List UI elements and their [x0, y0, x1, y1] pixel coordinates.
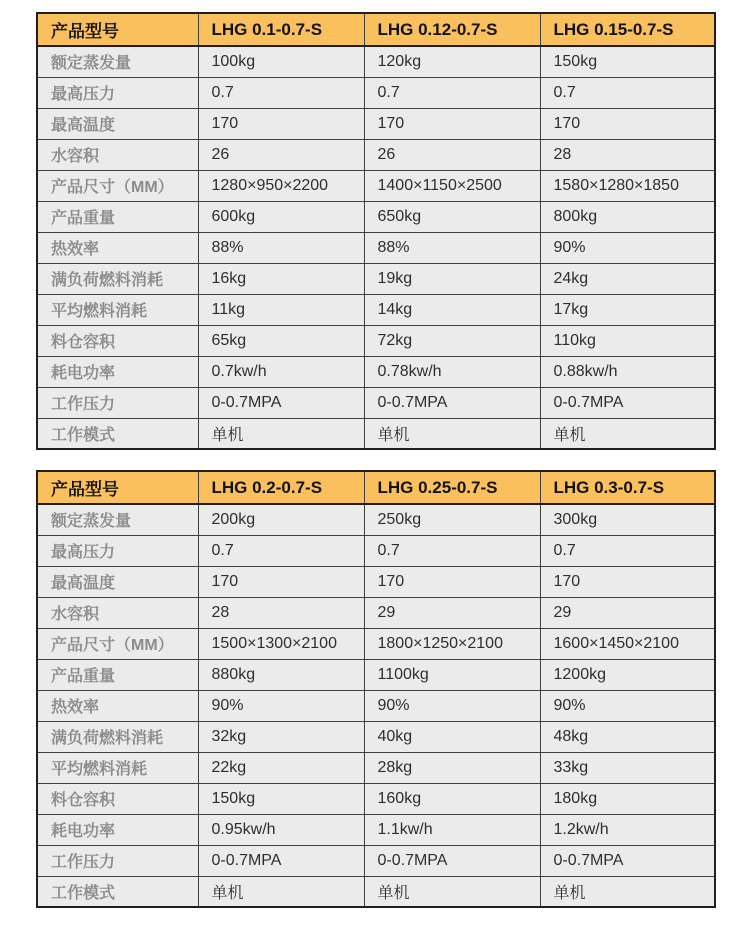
spec-value-cell: 0.7	[540, 535, 715, 566]
spec-label-cell: 耗电功率	[37, 356, 198, 387]
spec-value-cell: 170	[198, 108, 364, 139]
spec-label-cell: 产品重量	[37, 201, 198, 232]
spec-value-cell: 1580×1280×1850	[540, 170, 715, 201]
spec-value-cell: 600kg	[198, 201, 364, 232]
spec-value-cell: 28	[540, 139, 715, 170]
spec-value-cell: 19kg	[364, 263, 540, 294]
spec-label-cell: 料仓容积	[37, 325, 198, 356]
spec-value-cell: 1200kg	[540, 659, 715, 690]
table-row	[37, 535, 715, 566]
spec-value-cell: 16kg	[198, 263, 364, 294]
column-header-model: LHG 0.2-0.7-S	[198, 471, 364, 504]
spec-value-cell: 65kg	[198, 325, 364, 356]
spec-value-cell: 1.1kw/h	[364, 814, 540, 845]
spec-value-cell: 880kg	[198, 659, 364, 690]
spec-value-cell: 0.7	[364, 535, 540, 566]
spec-value-cell: 0.7	[198, 77, 364, 108]
spec-value-cell: 0.7	[364, 77, 540, 108]
table-row	[37, 690, 715, 721]
spec-value-cell: 0-0.7MPA	[540, 845, 715, 876]
spec-label-cell: 耗电功率	[37, 814, 198, 845]
spec-value-cell: 0-0.7MPA	[198, 845, 364, 876]
spec-value-cell: 200kg	[198, 504, 364, 535]
spec-value-cell: 150kg	[198, 783, 364, 814]
spec-value-cell: 14kg	[364, 294, 540, 325]
spec-value-cell: 0.7kw/h	[198, 356, 364, 387]
table-row	[37, 108, 715, 139]
spec-value-cell: 800kg	[540, 201, 715, 232]
spec-value-cell: 170	[364, 108, 540, 139]
spec-value-cell: 90%	[540, 690, 715, 721]
spec-value-cell: 32kg	[198, 721, 364, 752]
spec-value-cell: 72kg	[364, 325, 540, 356]
spec-label-cell: 热效率	[37, 690, 198, 721]
table-row	[37, 387, 715, 418]
spec-value-cell: 24kg	[540, 263, 715, 294]
spec-value-cell: 26	[364, 139, 540, 170]
spec-value-cell: 11kg	[198, 294, 364, 325]
spec-value-cell: 250kg	[364, 504, 540, 535]
spec-value-cell: 300kg	[540, 504, 715, 535]
spec-value-cell: 1.2kw/h	[540, 814, 715, 845]
spec-label-cell: 工作模式	[37, 418, 198, 449]
table-header-row	[37, 13, 715, 46]
table-row	[37, 845, 715, 876]
spec-value-cell: 0-0.7MPA	[540, 387, 715, 418]
table-row	[37, 752, 715, 783]
spec-label-cell: 额定蒸发量	[37, 504, 198, 535]
spec-label-cell: 工作压力	[37, 387, 198, 418]
table-row	[37, 659, 715, 690]
column-header-model: LHG 0.15-0.7-S	[540, 13, 715, 46]
spec-value-cell: 650kg	[364, 201, 540, 232]
table-row	[37, 77, 715, 108]
spec-value-cell: 1500×1300×2100	[198, 628, 364, 659]
spec-value-cell: 单机	[364, 418, 540, 449]
spec-label-cell: 产品尺寸（MM）	[37, 170, 198, 201]
table-row	[37, 504, 715, 535]
spec-table-small-models	[36, 12, 716, 450]
spec-label-cell: 满负荷燃料消耗	[37, 721, 198, 752]
spec-value-cell: 单机	[540, 876, 715, 907]
column-header-model: LHG 0.3-0.7-S	[540, 471, 715, 504]
table-row	[37, 783, 715, 814]
spec-value-cell: 0.88kw/h	[540, 356, 715, 387]
spec-value-cell: 150kg	[540, 46, 715, 77]
spec-label-cell: 热效率	[37, 232, 198, 263]
spec-value-cell: 单机	[540, 418, 715, 449]
spec-value-cell: 170	[198, 566, 364, 597]
spec-label-cell: 料仓容积	[37, 783, 198, 814]
table-row	[37, 232, 715, 263]
table-row	[37, 356, 715, 387]
spec-label-cell: 产品重量	[37, 659, 198, 690]
spec-value-cell: 110kg	[540, 325, 715, 356]
spec-value-cell: 90%	[540, 232, 715, 263]
spec-value-cell: 22kg	[198, 752, 364, 783]
spec-label-cell: 平均燃料消耗	[37, 294, 198, 325]
spec-label-cell: 水容积	[37, 597, 198, 628]
spec-label-cell: 平均燃料消耗	[37, 752, 198, 783]
spec-value-cell: 90%	[198, 690, 364, 721]
table-row	[37, 139, 715, 170]
spec-value-cell: 170	[540, 566, 715, 597]
table-row	[37, 294, 715, 325]
spec-value-cell: 29	[364, 597, 540, 628]
spec-label-cell: 最高压力	[37, 77, 198, 108]
spec-value-cell: 1280×950×2200	[198, 170, 364, 201]
spec-value-cell: 0-0.7MPA	[364, 387, 540, 418]
spec-value-cell: 88%	[364, 232, 540, 263]
spec-value-cell: 48kg	[540, 721, 715, 752]
spec-table-large-models	[36, 470, 716, 908]
table-row	[37, 814, 715, 845]
column-header-model: LHG 0.1-0.7-S	[198, 13, 364, 46]
table-row	[37, 876, 715, 907]
spec-value-cell: 1400×1150×2500	[364, 170, 540, 201]
spec-value-cell: 0-0.7MPA	[364, 845, 540, 876]
spec-label-cell: 最高温度	[37, 108, 198, 139]
spec-value-cell: 26	[198, 139, 364, 170]
spec-value-cell: 单机	[198, 418, 364, 449]
spec-label-cell: 最高温度	[37, 566, 198, 597]
spec-value-cell: 1600×1450×2100	[540, 628, 715, 659]
spec-value-cell: 33kg	[540, 752, 715, 783]
table-row	[37, 263, 715, 294]
spec-label-cell: 产品尺寸（MM）	[37, 628, 198, 659]
spec-value-cell: 120kg	[364, 46, 540, 77]
spec-value-cell: 1800×1250×2100	[364, 628, 540, 659]
spec-value-cell: 28	[198, 597, 364, 628]
spec-label-cell: 最高压力	[37, 535, 198, 566]
spec-value-cell: 88%	[198, 232, 364, 263]
spec-value-cell: 29	[540, 597, 715, 628]
spec-value-cell: 17kg	[540, 294, 715, 325]
spec-value-cell: 单机	[364, 876, 540, 907]
spec-value-cell: 0.7	[198, 535, 364, 566]
spec-value-cell: 160kg	[364, 783, 540, 814]
spec-label-cell: 额定蒸发量	[37, 46, 198, 77]
column-header-model: LHG 0.25-0.7-S	[364, 471, 540, 504]
table-row	[37, 201, 715, 232]
column-header-product-model: 产品型号	[37, 471, 198, 504]
table-row	[37, 46, 715, 77]
spec-value-cell: 40kg	[364, 721, 540, 752]
spec-label-cell: 水容积	[37, 139, 198, 170]
table-row	[37, 721, 715, 752]
spec-value-cell: 0.7	[540, 77, 715, 108]
column-header-model: LHG 0.12-0.7-S	[364, 13, 540, 46]
spec-value-cell: 1100kg	[364, 659, 540, 690]
table-row	[37, 325, 715, 356]
spec-value-cell: 170	[364, 566, 540, 597]
spec-value-cell: 180kg	[540, 783, 715, 814]
table-row	[37, 628, 715, 659]
table-header-row	[37, 471, 715, 504]
spec-value-cell: 单机	[198, 876, 364, 907]
spec-value-cell: 100kg	[198, 46, 364, 77]
table-row	[37, 418, 715, 449]
spec-label-cell: 满负荷燃料消耗	[37, 263, 198, 294]
table-row	[37, 170, 715, 201]
spec-value-cell: 0-0.7MPA	[198, 387, 364, 418]
spec-value-cell: 90%	[364, 690, 540, 721]
spec-value-cell: 28kg	[364, 752, 540, 783]
spec-label-cell: 工作模式	[37, 876, 198, 907]
column-header-product-model: 产品型号	[37, 13, 198, 46]
spec-value-cell: 0.78kw/h	[364, 356, 540, 387]
table-row	[37, 566, 715, 597]
spec-value-cell: 170	[540, 108, 715, 139]
spec-value-cell: 0.95kw/h	[198, 814, 364, 845]
spec-label-cell: 工作压力	[37, 845, 198, 876]
table-row	[37, 597, 715, 628]
